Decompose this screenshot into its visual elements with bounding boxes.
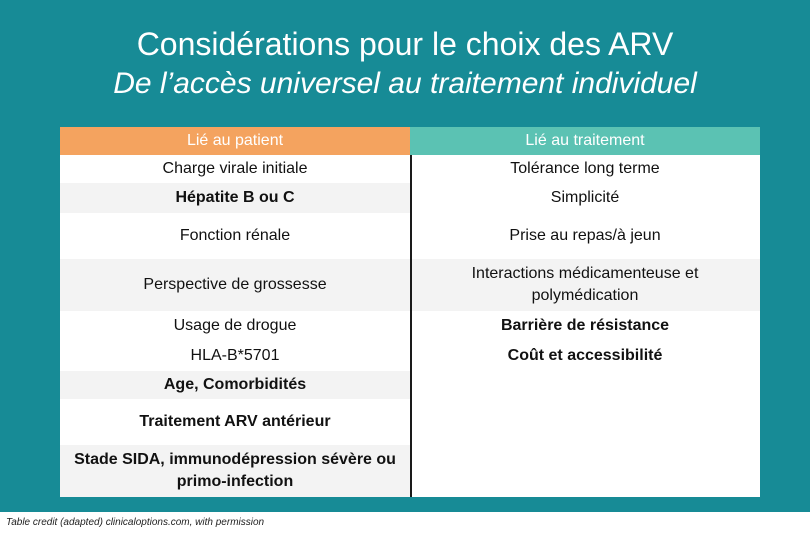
table-credit: Table credit (adapted) clinicaloptions.com, with permission — [6, 517, 265, 528]
left-cell-grossesse: Perspective de grossesse — [60, 259, 410, 311]
right-cell-simplicite: Simplicité — [550, 189, 620, 206]
right-cell-interactions: Interactions médicamenteuse et polymédication — [410, 259, 760, 311]
header-patient: Lié au patient — [60, 127, 410, 155]
left-cell-traitement-anterieur: Traitement ARV antérieur — [139, 413, 331, 430]
left-cell-comorbidites: Age, Comorbidités — [60, 371, 410, 399]
right-cell-barriere: Barrière de résistance — [500, 317, 670, 334]
slide-subtitle: De l’accès universel au traitement individuel — [113, 67, 697, 100]
slide-title: Considérations pour le choix des ARV — [136, 26, 674, 62]
left-cell-stade-sida: Stade SIDA, immunodépression sévère ou primo-infection — [60, 445, 410, 497]
left-cell-hepatite: Hépatite B ou C — [60, 183, 410, 213]
left-cell-charge-virale: Charge virale initiale — [162, 160, 308, 177]
left-cell-fonction-renale: Fonction rénale — [179, 227, 291, 244]
left-cell-drogue: Usage de drogue — [173, 317, 297, 334]
right-cell-cout: Coût et accessibilité — [507, 347, 663, 364]
header-treatment: Lié au traitement — [410, 127, 760, 155]
right-cell-repas: Prise au repas/à jeun — [509, 227, 661, 244]
left-cell-hla: HLA-B*5701 — [190, 347, 280, 364]
column-divider — [410, 155, 412, 497]
right-cell-tolerance: Tolérance long terme — [510, 160, 660, 177]
considerations-table — [60, 127, 760, 497]
